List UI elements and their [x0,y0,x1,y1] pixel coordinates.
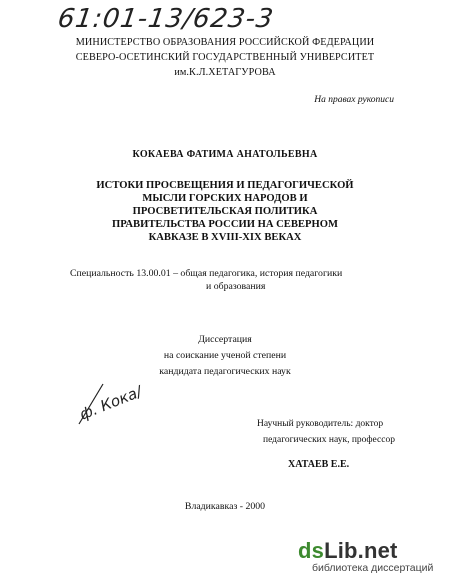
dissertation-degree-line: кандидата педагогических наук [159,366,291,377]
manuscript-rights-note: На правах рукописи [314,95,394,105]
title-line: ИСТОКИ ПРОСВЕЩЕНИЯ И ПЕДАГОГИЧЕСКОЙ [96,180,354,191]
watermark-subtitle: библиотека диссертаций [312,562,434,574]
supervisor-line: Научный руководитель: доктор [257,419,384,429]
dissertation-label: Диссертация [198,334,252,345]
title-line: МЫСЛИ ГОРСКИХ НАРОДОВ И [142,193,308,204]
watermark-logo: dsLib.net [298,538,398,563]
supervisor-line: педагогических наук, профессор [263,435,395,445]
title-line: ПРАВИТЕЛЬСТВА РОССИИ НА СЕВЕРНОМ [112,219,338,230]
title-line: КАВКАЗЕ В XVIII-XIX ВЕКАХ [148,232,302,243]
specialty-line: и образования [206,281,266,292]
specialty-line: Специальность 13.00.01 – общая педагогика, история педагогики [70,268,343,279]
ministry-line: МИНИСТЕРСТВО ОБРАЗОВАНИЯ РОССИЙСКОЙ ФЕДЕРАЦИИ [75,37,375,48]
signature-stroke [73,380,113,430]
university-name-line: им.К.Л.ХЕТАГУРОВА [174,67,276,78]
handwritten-archive-code: 61:01-13/623-3 [55,4,276,34]
university-line: СЕВЕРО-ОСЕТИНСКИЙ ГОСУДАРСТВЕННЫЙ УНИВЕРСИТЕТ [75,52,375,63]
title-line: ПРОСВЕТИТЕЛЬСКАЯ ПОЛИТИКА [132,206,318,217]
supervisor-name: ХАТАЕВ Е.Е. [288,459,350,470]
author-name: КОКАЕВА ФАТИМА АНАТОЛЬЕВНА [132,149,318,160]
handwritten-signature: ф. Кока/ [77,382,145,424]
dissertation-degree-line: на соискание ученой степени [163,350,287,361]
watermark [298,538,434,574]
city-year: Владикавказ - 2000 [184,501,266,512]
